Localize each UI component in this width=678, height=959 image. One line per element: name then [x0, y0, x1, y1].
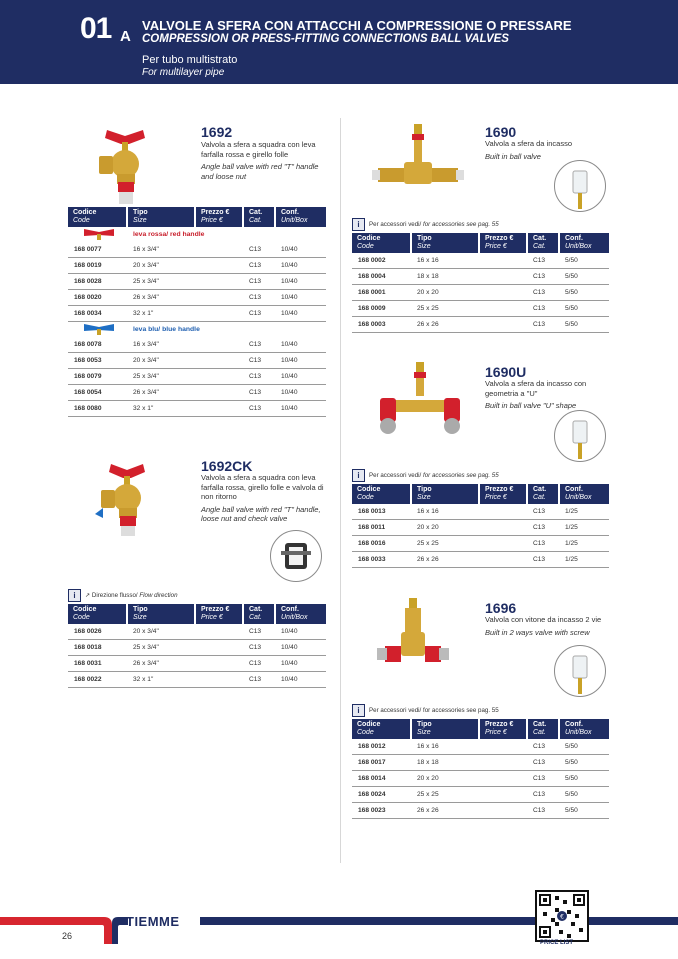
table-1692: [68, 207, 326, 417]
product-code-1690u: 1690U: [485, 364, 527, 380]
valve-1692ck-image: [95, 458, 165, 538]
accessory-icon: [555, 411, 605, 461]
page-subtitle-en: For multilayer pipe: [142, 67, 225, 78]
product-desc-1692ck: [201, 473, 326, 524]
page-subtitle: Per tubo multistrato: [142, 54, 238, 66]
table-row: 168 0018 25 x 3/4" C13 10/40: [68, 640, 326, 656]
table-row: 168 0017 18 x 18 C13 5/50: [352, 755, 609, 771]
table-row: 168 0080 32 x 1" C13 10/40: [68, 401, 326, 417]
col-cat: Cat. Cat.: [527, 233, 559, 253]
col-price: Prezzo € Price €: [479, 719, 527, 739]
col-cat: Cat. Cat.: [527, 719, 559, 739]
table-1690u: [352, 484, 609, 568]
valve-1690u-image: [372, 360, 468, 442]
table-row: 168 0014 20 x 20 C13 5/50: [352, 771, 609, 787]
page-number: 26: [62, 931, 73, 941]
page-title-en: COMPRESSION OR PRESS-FITTING CONNECTIONS BALL VALVES: [142, 33, 509, 45]
table-row: 168 0031 26 x 3/4" C13 10/40: [68, 656, 326, 672]
accessory-icon: [555, 646, 605, 696]
check-valve-icon: [271, 531, 321, 581]
valve-1690-image: [370, 122, 466, 204]
col-size: Tipo Size: [127, 207, 195, 227]
product-code-1690: 1690: [485, 124, 517, 140]
col-code: Codice Code: [68, 207, 127, 227]
page-header: [0, 0, 678, 84]
red-handle-icon: [82, 227, 116, 241]
product-code-1696: 1696: [485, 600, 517, 616]
table-row: 168 0077 16 x 3/4" C13 10/40: [68, 242, 326, 258]
col-price: Prezzo € Price €: [195, 604, 243, 624]
desc-it: Valvola a sfera da incasso con geometria a "U": [485, 379, 587, 398]
col-price: Prezzo € Price €: [479, 484, 527, 504]
table-row: 168 0053 20 x 3/4" C13 10/40: [68, 353, 326, 369]
svg-text:€: €: [560, 913, 564, 921]
page-title: VALVOLE A SFERA CON ATTACCHI A COMPRESSIONE O PRESSARE: [142, 18, 572, 33]
accessory-detail-circle: [554, 160, 606, 212]
check-valve-detail-circle: [270, 530, 322, 582]
table-row: 168 0011 20 x 20 C13 1/25: [352, 520, 609, 536]
desc-en: Built in 2 ways valve with screw: [485, 627, 590, 637]
table-row: 168 0012 16 x 16 C13 5/50: [352, 739, 609, 755]
table-row: 168 0026 20 x 3/4" C13 10/40: [68, 624, 326, 640]
table-row: 168 0016 25 x 25 C13 1/25: [352, 536, 609, 552]
table-row: 168 0033 26 x 26 C13 1/25: [352, 552, 609, 568]
table-row: 168 0020 26 x 3/4" C13 10/40: [68, 290, 326, 306]
table-row: 168 0013 16 x 16 C13 1/25: [352, 504, 609, 520]
accessory-detail-circle: [554, 410, 606, 462]
product-desc-1696: [485, 615, 605, 637]
table-row: 168 0079 25 x 3/4" C13 10/40: [68, 369, 326, 385]
brand-swoosh-icon: [88, 910, 128, 944]
accessories-note-1690: i Per accessori vedi/ for accessories see pag. 55: [352, 218, 499, 231]
table-row: 168 0078 16 x 3/4" C13 10/40: [68, 337, 326, 353]
table-row: 168 0054 26 x 3/4" C13 10/40: [68, 385, 326, 401]
footer-red-bar: [0, 917, 100, 925]
col-code: Codice Code: [68, 604, 127, 624]
price-list-label: PRICE LIST: [540, 940, 574, 946]
table-row: 168 0009 25 x 25 C13 5/50: [352, 301, 609, 317]
accessories-note-1690u: i Per accessori vedi/ for accessories see pag. 55: [352, 469, 499, 482]
product-desc-1690u: [485, 379, 605, 411]
table-row: 168 0022 32 x 1" C13 10/40: [68, 672, 326, 688]
info-icon: i: [68, 589, 81, 602]
desc-it: Valvola a sfera da incasso: [485, 139, 572, 148]
brand-logo: TIEMME: [126, 914, 180, 929]
col-box: Conf. Unit/Box: [275, 207, 326, 227]
table-row: 168 0034 32 x 1" C13 10/40: [68, 306, 326, 322]
group-blue: leva blu/ blue handle: [68, 322, 326, 338]
col-cat: Cat. Cat.: [243, 207, 275, 227]
valve-1696-image: [375, 596, 465, 682]
col-code: Codice Code: [352, 719, 411, 739]
desc-en: Built in ball valve "U" shape: [485, 401, 577, 410]
table-row: 168 0019 20 x 3/4" C13 10/40: [68, 258, 326, 274]
desc-en: Angle ball valve with red "T" handle and loose nut: [201, 162, 319, 181]
qr-code-icon[interactable]: [535, 890, 589, 942]
column-divider: [340, 118, 341, 863]
table-row: 168 0028 25 x 3/4" C13 10/40: [68, 274, 326, 290]
info-icon: i: [352, 469, 365, 482]
col-price: Prezzo € Price €: [195, 207, 243, 227]
product-desc-1692: [201, 140, 326, 181]
table-row: 168 0003 26 x 26 C13 5/50: [352, 317, 609, 333]
col-price: Prezzo € Price €: [479, 233, 527, 253]
flow-direction-note: i ↗ Direzione flusso/ Flow direction: [68, 589, 178, 602]
blue-handle-icon: [82, 322, 116, 336]
col-box: Conf. Unit/Box: [559, 484, 609, 504]
col-size: Tipo Size: [411, 233, 479, 253]
table-1690: [352, 233, 609, 333]
footer-blue-bar: [200, 917, 678, 925]
table-row: 168 0024 25 x 25 C13 5/50: [352, 787, 609, 803]
product-desc-1690: [485, 139, 605, 161]
col-cat: Cat. Cat.: [243, 604, 275, 624]
col-size: Tipo Size: [127, 604, 195, 624]
col-size: Tipo Size: [411, 719, 479, 739]
accessory-detail-circle: [554, 645, 606, 697]
desc-it: Valvola a sfera a squadra con leva farfalla rossa, girello folle e valvola di non ritorno: [201, 473, 324, 501]
table-row: 168 0002 16 x 16 C13 5/50: [352, 253, 609, 269]
col-size: Tipo Size: [411, 484, 479, 504]
accessory-icon: [555, 161, 605, 211]
desc-en: Angle ball valve with red "T" handle, loose nut and check valve: [201, 504, 321, 523]
table-row: 168 0023 26 x 26 C13 5/50: [352, 803, 609, 819]
col-box: Conf. Unit/Box: [559, 719, 609, 739]
table-row: 168 0001 20 x 20 C13 5/50: [352, 285, 609, 301]
section-letter: A: [120, 28, 131, 45]
table-1692ck: [68, 604, 326, 688]
col-box: Conf. Unit/Box: [559, 233, 609, 253]
group-red: leva rossa/ red handle: [68, 227, 326, 242]
table-row: 168 0004 18 x 18 C13 5/50: [352, 269, 609, 285]
col-cat: Cat. Cat.: [527, 484, 559, 504]
col-code: Codice Code: [352, 484, 411, 504]
valve-1692-image: [95, 122, 165, 204]
accessories-note-1696: i Per accessori vedi/ for accessories see pag. 55: [352, 704, 499, 717]
info-icon: i: [352, 704, 365, 717]
col-box: Conf. Unit/Box: [275, 604, 326, 624]
desc-it: Valvola con vitone da incasso 2 vie: [485, 615, 602, 624]
desc-en: Built in ball valve: [485, 151, 541, 161]
desc-it: Valvola a sfera a squadra con leva farfalla rossa e girello folle: [201, 140, 316, 159]
section-number: 01: [80, 12, 112, 45]
product-code-1692: 1692: [201, 124, 233, 140]
product-code-1692ck: 1692CK: [201, 458, 253, 474]
info-icon: i: [352, 218, 365, 231]
col-code: Codice Code: [352, 233, 411, 253]
table-1696: [352, 719, 609, 819]
